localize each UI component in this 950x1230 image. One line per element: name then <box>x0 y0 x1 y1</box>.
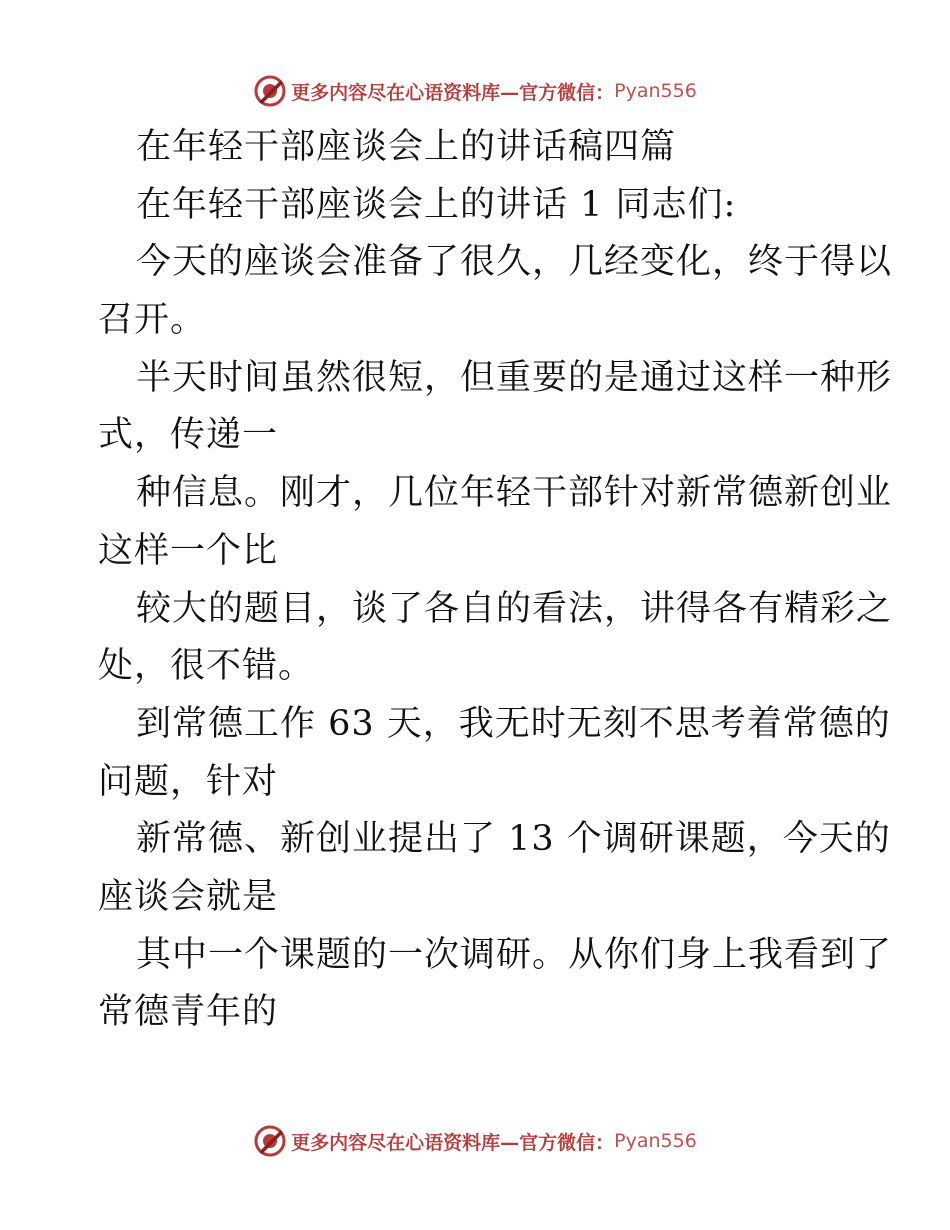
paragraph-line: 召开。 <box>98 300 207 341</box>
paragraph-line: 其中一个课题的一次调研。从你们身上我看到了 <box>136 934 893 975</box>
paragraph-line: 处，很不错。 <box>98 646 315 687</box>
paragraph-line: 半天时间虽然很短，但重要的是通过这样一种形 <box>136 357 893 398</box>
document-body <box>98 119 893 1042</box>
feather-logo-icon <box>253 74 287 108</box>
paragraph-line: 这样一个比 <box>98 530 279 571</box>
banner-text: 更多内容尽在心语资料库—官方微信： <box>291 1131 615 1154</box>
paragraph-line: 较大的题目，谈了各自的看法，讲得各有精彩之 <box>136 588 893 629</box>
paragraph-line: 座谈会就是 <box>98 876 279 917</box>
document-title: 在年轻干部座谈会上的讲话稿四篇 <box>136 127 677 167</box>
paragraph-line: 问题，针对 <box>98 761 279 802</box>
paragraph-line: 到常德工作 63 天，我无时无刻不思考着常德的 <box>136 703 891 744</box>
paragraph-line: 式，传递一 <box>98 415 279 456</box>
feather-logo-icon <box>253 1124 287 1158</box>
banner-text: 更多内容尽在心语资料库—官方微信： <box>291 81 615 104</box>
paragraph-line: 今天的座谈会准备了很久，几经变化，终于得以 <box>136 242 893 283</box>
paragraph-line: 常德青年的 <box>98 992 279 1033</box>
paragraph-line: 种信息。刚才，几位年轻干部针对新常德新创业 <box>136 473 893 514</box>
paragraph-line: 新常德、新创业提出了 13 个调研课题，今天的 <box>136 819 891 860</box>
banner-wechat-id: Pyan556 <box>614 80 697 102</box>
header-watermark-banner <box>0 71 950 111</box>
footer-watermark-banner <box>0 1121 950 1161</box>
banner-wechat-id: Pyan556 <box>614 1130 697 1152</box>
paragraph-line: 在年轻干部座谈会上的讲话 1 同志们: <box>136 184 737 225</box>
